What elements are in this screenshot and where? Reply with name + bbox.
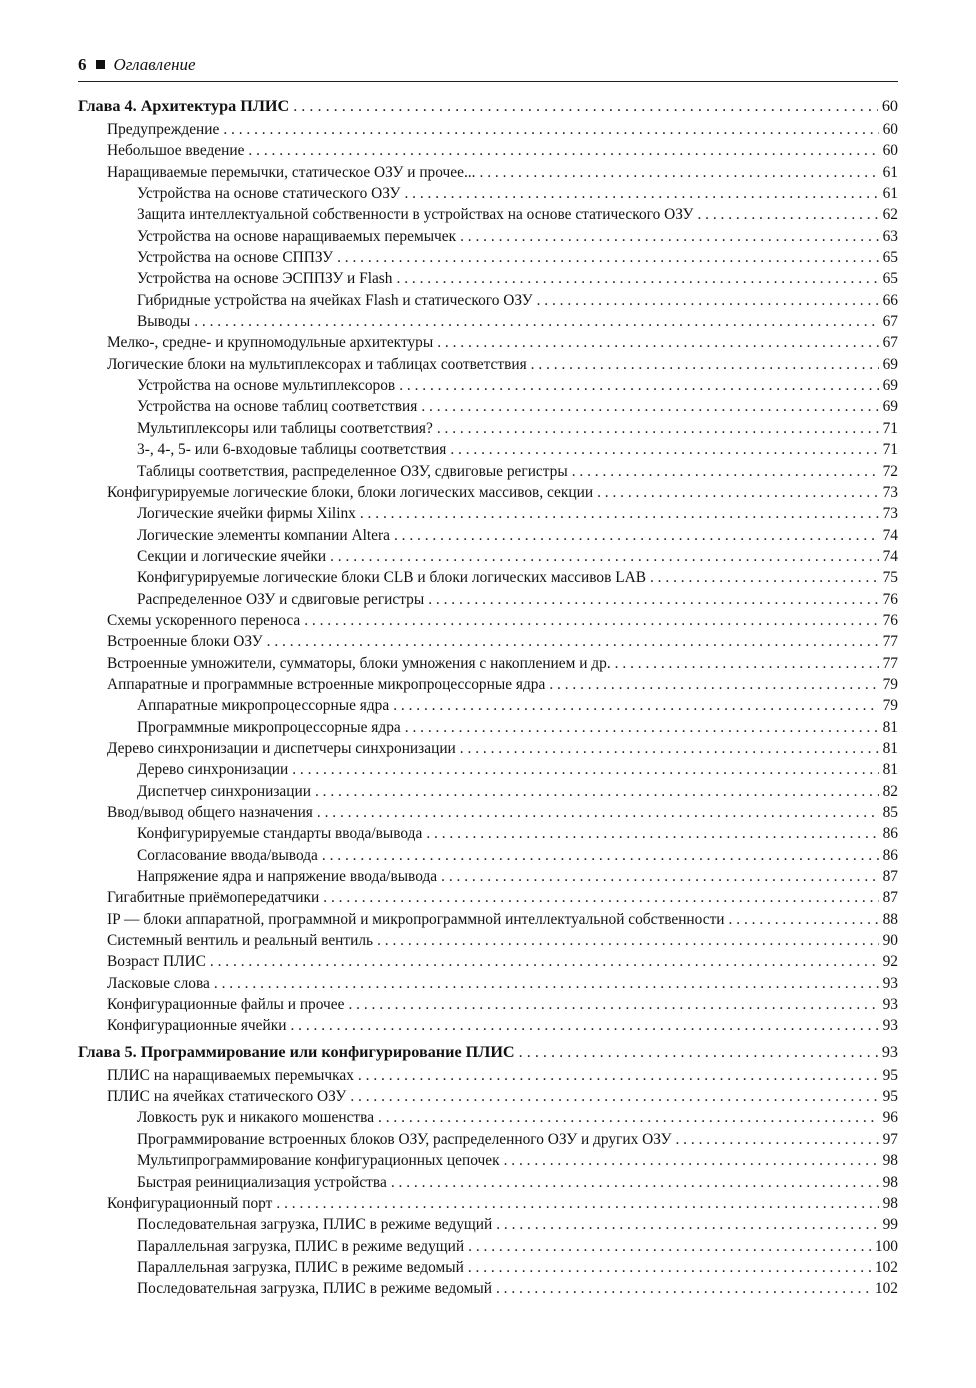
toc-entry-title: Конфигурационные файлы и прочее [107, 996, 345, 1014]
dot-leader [729, 911, 879, 929]
toc-entry-title: Логические элементы компании Altera [137, 526, 390, 544]
dot-leader [428, 591, 878, 609]
toc-entry-title: Выводы [137, 313, 191, 331]
dot-leader [697, 206, 878, 224]
toc-entry[interactable] [78, 804, 898, 825]
dot-leader [572, 463, 879, 481]
toc-entry[interactable] [78, 633, 898, 654]
toc-entry[interactable] [78, 1152, 898, 1173]
toc-entry-title: Аппаратные и программные встроенные микропроцессорные ядра [107, 675, 546, 693]
toc-entry[interactable] [78, 1238, 898, 1259]
dot-leader [378, 1109, 879, 1127]
toc-entry[interactable] [78, 889, 898, 910]
toc-entry-title: Устройства на основе мультиплексоров [137, 377, 396, 395]
toc-entry-title: Аппаратные микропроцессорные ядра [137, 697, 390, 715]
toc-entry-page: 74 [882, 526, 898, 544]
toc-entry[interactable] [78, 398, 898, 419]
toc-entry-page: 95 [882, 1088, 898, 1106]
toc-entry-page: 79 [882, 697, 898, 715]
toc-entry-title: Дерево синхронизации и диспетчеры синхронизации [107, 739, 456, 757]
toc-entry-title: Последовательная загрузка, ПЛИС в режиме ведущий [137, 1216, 493, 1234]
toc-entry-title: Мультипрограммирование конфигурационных цепочек [137, 1152, 500, 1170]
toc-entry[interactable] [78, 783, 898, 804]
toc-entry-title: Встроенные умножители, сумматоры, блоки умножения с накоплением и др. [107, 654, 611, 672]
toc-entry-page: 88 [882, 910, 898, 928]
toc-entry-title: Согласование ввода/вывода [137, 846, 318, 864]
toc-entry[interactable] [78, 1174, 898, 1195]
toc-entry-page: 73 [882, 505, 898, 523]
dot-leader [293, 97, 878, 116]
toc-entry-page: 102 [874, 1280, 898, 1298]
dot-leader [496, 1216, 878, 1234]
toc-entry-page: 102 [874, 1258, 898, 1276]
toc-entry-page: 79 [882, 675, 898, 693]
toc-entry-page: 61 [882, 163, 898, 181]
toc-entry-page: 81 [882, 739, 898, 757]
dot-leader [460, 740, 879, 758]
dot-leader [290, 1017, 878, 1035]
toc-entry[interactable] [78, 825, 898, 846]
toc-entry-page: 65 [882, 249, 898, 267]
dot-leader [468, 1238, 871, 1256]
toc-entry-title: Логические блоки на мультиплексорах и таблицах соответствия [107, 355, 527, 373]
dot-leader [675, 1131, 878, 1149]
toc-entry[interactable] [78, 142, 898, 163]
dot-leader [330, 548, 879, 566]
toc-entry[interactable] [78, 761, 898, 782]
dot-leader [394, 527, 879, 545]
toc-entry-page: 87 [882, 889, 898, 907]
toc-entry-title: Глава 5. Программирование или конфигурирование ПЛИС [78, 1042, 515, 1061]
toc-entry-title: Напряжение ядра и напряжение ввода/вывода [137, 868, 438, 886]
toc-entry-page: 69 [882, 377, 898, 395]
page-number: 6 [78, 55, 87, 74]
toc-entry-title: Конфигурируемые стандарты ввода/вывода [137, 825, 423, 843]
dot-leader [337, 249, 879, 267]
dot-leader [441, 868, 878, 886]
dot-leader [437, 334, 878, 352]
toc-entry-page: 77 [882, 654, 898, 672]
toc-entry-title: Гибридные устройства на ячейках Flash и статического ОЗУ [137, 291, 533, 309]
dot-leader [360, 505, 879, 523]
dot-leader [399, 377, 878, 395]
dot-leader [317, 804, 879, 822]
toc-entry[interactable] [78, 1259, 898, 1280]
toc-entry-title: Устройства на основе таблиц соответствия [137, 398, 418, 416]
toc-entry[interactable] [78, 1195, 898, 1216]
dot-leader [348, 996, 878, 1014]
dot-leader [650, 569, 879, 587]
toc-entry-page: 76 [882, 611, 898, 629]
toc-entry-page: 60 [881, 97, 898, 115]
dot-leader [358, 1067, 879, 1085]
toc-entry[interactable] [78, 1216, 898, 1237]
toc-entry[interactable] [78, 655, 898, 676]
toc-entry[interactable] [78, 249, 898, 270]
toc-entry-page: 86 [882, 846, 898, 864]
dot-leader [480, 164, 879, 182]
dot-leader [615, 655, 879, 673]
toc-entry[interactable] [78, 612, 898, 633]
toc-entry-title: Программные микропроцессорные ядра [137, 718, 401, 736]
toc-entry-title: Глава 4. Архитектура ПЛИС [78, 97, 290, 115]
toc-entry[interactable] [78, 569, 898, 590]
toc-entry-page: 93 [882, 1017, 898, 1035]
running-header [78, 55, 898, 82]
toc-entry-page: 61 [882, 185, 898, 203]
toc-entry-page: 81 [882, 718, 898, 736]
toc-entry[interactable] [78, 334, 898, 355]
running-title: Оглавление [113, 55, 196, 74]
table-of-contents [78, 97, 898, 1302]
toc-entry[interactable] [78, 356, 898, 377]
toc-entry-title: 3-, 4-, 5- или 6-входовые таблицы соответствия [137, 441, 447, 459]
toc-entry-page: 97 [882, 1130, 898, 1148]
toc-entry[interactable] [78, 228, 898, 249]
toc-entry-title: Предупреждение [107, 121, 220, 138]
toc-entry-page: 92 [882, 953, 898, 971]
toc-entry-title: Дерево синхронизации [137, 761, 289, 779]
toc-entry-page: 90 [882, 932, 898, 950]
dot-leader [393, 697, 878, 715]
toc-entry-title: Небольшое введение [107, 142, 245, 160]
dot-leader [597, 484, 879, 502]
dot-leader [292, 761, 878, 779]
toc-entry-title: Возраст ПЛИС [107, 953, 206, 971]
toc-entry-title: Распределенное ОЗУ и сдвиговые регистры [137, 590, 425, 608]
toc-entry[interactable] [78, 420, 898, 441]
toc-entry-title: Секции и логические ячейки [137, 547, 327, 565]
square-bullet-icon [96, 60, 105, 69]
toc-entry[interactable] [78, 164, 898, 185]
dot-leader [194, 313, 878, 331]
toc-entry-title: Устройства на основе наращиваемых перемычек [137, 227, 457, 245]
dot-leader [519, 1043, 878, 1062]
toc-entry[interactable] [78, 676, 898, 697]
toc-entry-title: ПЛИС на ячейках статического ОЗУ [107, 1088, 347, 1106]
toc-entry[interactable] [78, 505, 898, 526]
toc-entry-title: Ловкость рук и никакого мошенства [137, 1109, 375, 1127]
toc-entry-title: ПЛИС на наращиваемых перемычках [107, 1066, 354, 1084]
toc-entry-page: 87 [882, 868, 898, 886]
dot-leader [405, 719, 879, 737]
toc-entry-title: Последовательная загрузка, ПЛИС в режиме ведомый [137, 1280, 492, 1298]
dot-leader [304, 612, 878, 630]
toc-entry-page: 71 [882, 441, 898, 459]
toc-entry-page: 100 [874, 1237, 898, 1255]
toc-entry[interactable] [78, 1067, 898, 1088]
toc-entry-page: 69 [882, 398, 898, 416]
toc-entry-page: 98 [882, 1173, 898, 1191]
dot-leader [377, 932, 879, 950]
dot-leader [450, 441, 878, 459]
toc-entry-page: 99 [882, 1216, 898, 1234]
dot-leader [276, 1195, 878, 1213]
dot-leader [391, 1174, 879, 1192]
dot-leader [404, 185, 878, 203]
toc-entry-title: Конфигурируемые логические блоки CLB и блоки логических массивов LAB [137, 569, 646, 587]
toc-entry-page: 66 [882, 291, 898, 309]
toc-entry-page: 72 [882, 462, 898, 480]
dot-leader [248, 142, 878, 160]
toc-entry-page: 86 [882, 825, 898, 843]
dot-leader [549, 676, 878, 694]
toc-entry-page: 69 [882, 355, 898, 373]
toc-entry[interactable] [78, 697, 898, 718]
toc-entry-title: Схемы ускоренного переноса [107, 611, 301, 629]
toc-entry-title: IP — блоки аппаратной, программной и микропрограммной интеллектуальной собственности [107, 910, 725, 928]
toc-entry[interactable] [78, 185, 898, 206]
toc-entry-title: Устройства на основе СППЗУ [137, 249, 334, 267]
toc-entry-page: 76 [882, 590, 898, 608]
toc-entry[interactable] [78, 953, 898, 974]
dot-leader [460, 228, 879, 246]
toc-entry[interactable] [78, 1088, 898, 1109]
toc-entry-title: Ввод/вывод общего назначения [107, 804, 313, 821]
dot-leader [437, 420, 879, 438]
dot-leader [426, 825, 878, 843]
toc-entry-page: 67 [882, 313, 898, 331]
dot-leader [531, 356, 879, 374]
toc-entry-title: Конфигурируемые логические блоки, блоки логических массивов, секции [107, 483, 594, 501]
dot-leader [210, 953, 879, 971]
toc-entry[interactable] [78, 1131, 898, 1152]
toc-entry-title: Быстрая реинициализация устройства [137, 1173, 387, 1191]
toc-entry-title: Диспетчер синхронизации [137, 782, 311, 800]
toc-entry-page: 82 [882, 782, 898, 800]
toc-entry-title: Системный вентиль и реальный вентиль [107, 932, 374, 950]
toc-entry-page: 67 [882, 334, 898, 352]
toc-entry[interactable] [78, 313, 898, 334]
dot-leader [504, 1152, 879, 1170]
toc-entry[interactable] [78, 911, 898, 932]
toc-entry-title: Конфигурационные ячейки [107, 1017, 287, 1035]
dot-leader [350, 1088, 878, 1106]
toc-entry[interactable] [78, 377, 898, 398]
toc-entry-page: 93 [882, 996, 898, 1014]
toc-entry-title: Защита интеллектуальной собственности в устройствах на основе статического ОЗУ [137, 206, 694, 224]
toc-entry[interactable] [78, 996, 898, 1017]
toc-entry-title: Таблицы соответствия, распределенное ОЗУ, сдвиговые регистры [137, 462, 568, 480]
dot-leader [421, 398, 878, 416]
toc-entry[interactable] [78, 740, 898, 761]
toc-entry[interactable] [78, 441, 898, 462]
toc-entry-title: Ласковые слова [107, 974, 210, 992]
toc-entry-title: Программирование встроенных блоков ОЗУ, распределенного ОЗУ и других ОЗУ [137, 1130, 672, 1148]
dot-leader [397, 270, 879, 288]
toc-chapter-entry[interactable] [78, 1043, 898, 1067]
toc-entry[interactable] [78, 975, 898, 996]
toc-entry-page: 71 [882, 419, 898, 437]
toc-entry[interactable] [78, 527, 898, 548]
dot-leader [267, 633, 879, 651]
toc-entry[interactable] [78, 292, 898, 313]
toc-chapter-entry[interactable] [78, 97, 898, 121]
toc-entry-title: Конфигурационный порт [107, 1194, 273, 1212]
toc-entry-page: 98 [882, 1194, 898, 1212]
dot-leader [214, 975, 879, 993]
toc-entry-page: 85 [882, 804, 898, 821]
dot-leader [322, 847, 879, 865]
toc-entry-page: 73 [882, 483, 898, 501]
toc-entry[interactable] [78, 1280, 898, 1301]
toc-entry[interactable] [78, 1109, 898, 1130]
toc-entry[interactable] [78, 868, 898, 889]
toc-entry-page: 98 [882, 1152, 898, 1170]
toc-entry[interactable] [78, 847, 898, 868]
toc-entry[interactable] [78, 719, 898, 740]
toc-entry-page: 60 [882, 142, 898, 160]
toc-entry-page: 93 [882, 974, 898, 992]
dot-leader [468, 1259, 871, 1277]
toc-entry-title: Логические ячейки фирмы Xilinx [137, 505, 356, 523]
toc-entry[interactable] [78, 206, 898, 227]
toc-entry-page: 93 [881, 1042, 898, 1061]
toc-entry-title: Наращиваемые перемычки, статическое ОЗУ и прочее... [107, 163, 476, 181]
toc-entry[interactable] [78, 484, 898, 505]
toc-entry[interactable] [78, 591, 898, 612]
toc-entry-title: Устройства на основе ЭСППЗУ и Flash [137, 270, 393, 288]
dot-leader [315, 783, 879, 801]
toc-entry-page: 95 [882, 1066, 898, 1084]
toc-entry[interactable] [78, 548, 898, 569]
toc-entry-page: 75 [882, 569, 898, 587]
toc-entry[interactable] [78, 932, 898, 953]
toc-entry-title: Гигабитные приёмопередатчики [107, 889, 320, 907]
dot-leader [323, 889, 878, 907]
toc-entry[interactable] [78, 121, 898, 142]
toc-entry-title: Встроенные блоки ОЗУ [107, 633, 263, 651]
toc-entry-title: Параллельная загрузка, ПЛИС в режиме ведущий [137, 1237, 465, 1255]
toc-entry[interactable] [78, 270, 898, 291]
toc-entry-title: Мелко-, средне- и крупномодульные архитектуры [107, 334, 434, 352]
toc-entry[interactable] [78, 463, 898, 484]
toc-entry-page: 77 [882, 633, 898, 651]
dot-leader [223, 121, 878, 139]
toc-entry-title: Устройства на основе статического ОЗУ [137, 185, 401, 203]
toc-entry-title: Параллельная загрузка, ПЛИС в режиме ведомый [137, 1258, 464, 1276]
toc-entry-title: Мультиплексоры или таблицы соответствия? [137, 419, 433, 437]
toc-entry-page: 63 [882, 227, 898, 245]
toc-entry-page: 62 [882, 206, 898, 224]
toc-entry-page: 81 [882, 761, 898, 779]
toc-entry-page: 65 [882, 270, 898, 288]
toc-entry-page: 74 [882, 547, 898, 565]
toc-entry-page: 60 [882, 121, 898, 138]
dot-leader [496, 1280, 871, 1298]
toc-entry[interactable] [78, 1017, 898, 1038]
dot-leader [537, 292, 879, 310]
toc-entry-page: 96 [882, 1109, 898, 1127]
